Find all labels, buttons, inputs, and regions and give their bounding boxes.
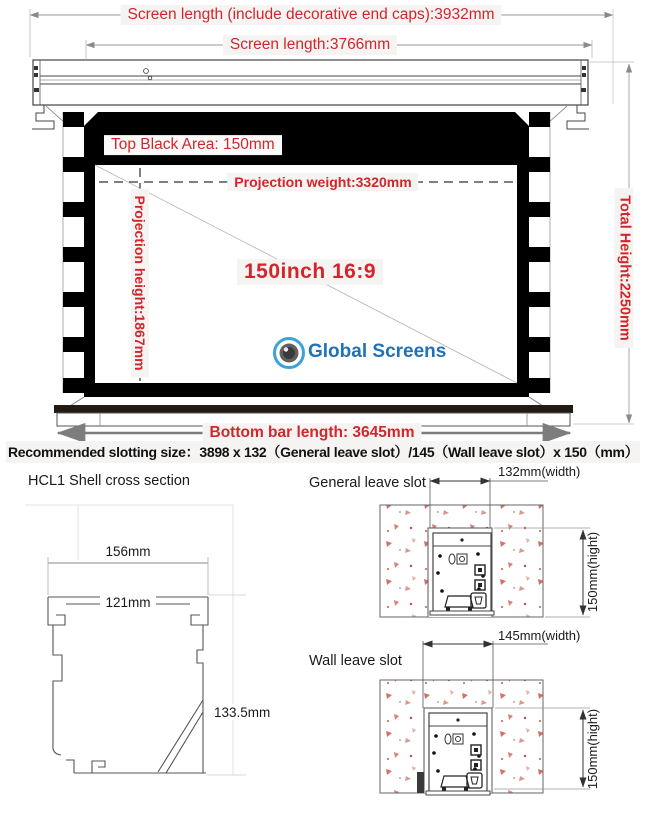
- dim-screen-length-label: Screen length:3766mm: [223, 35, 397, 55]
- total-height-label: Total Height:2250mm: [615, 188, 634, 348]
- tension-tabs-left: [63, 112, 84, 393]
- general-slot-title: General leave slot: [309, 475, 426, 491]
- cassette-end-view: [430, 533, 494, 615]
- general-slot-diagram: [309, 464, 600, 617]
- dim-inner-width-label: 121mm: [105, 595, 151, 610]
- shell-profile: [48, 597, 208, 773]
- projection-width-label: Projection weight:3320mm: [227, 173, 418, 191]
- dim-height-label: 133.5mm: [214, 705, 271, 720]
- cross-section-title: HCL1 Shell cross section: [28, 473, 190, 489]
- bottom-section-diagrams: [0, 460, 650, 818]
- wall-slot-title: Wall leave slot: [309, 653, 402, 669]
- general-slot-width-label: 132mm(width): [498, 464, 581, 479]
- wall-slot-width-label: 145mm(width): [498, 628, 581, 643]
- camera-lens-icon: [275, 339, 304, 368]
- wall-slot-diagram: [309, 628, 600, 795]
- dim-outer-width-label: 156mm: [105, 544, 151, 559]
- projection-height-label: Projection height:1867mm: [131, 188, 149, 377]
- dim-screen-length-caps-label: Screen length (include decorative end caps):3932mm: [120, 5, 501, 25]
- bottom-bar-length-label: Bottom bar length: 3645mm: [203, 423, 422, 443]
- screen-size-label: 150inch 16:9: [237, 259, 383, 285]
- tension-tabs-right: [529, 112, 550, 393]
- brand-name-label: Global Screens: [308, 341, 447, 362]
- general-slot-height-label: 150mm(hight): [585, 531, 600, 613]
- cassette-end-view: [426, 713, 490, 795]
- wall-slot-height-label: 150mm(hight): [585, 708, 600, 790]
- slotting-note: Recommended slotting size：3898 x 132（General leave slot）/145（Wall leave slot）x 150（mm）: [6, 441, 640, 463]
- shell-cross-section: [25, 473, 288, 775]
- bottom-bar: [54, 397, 573, 426]
- top-black-area-label: Top Black Area: 150mm: [104, 135, 282, 155]
